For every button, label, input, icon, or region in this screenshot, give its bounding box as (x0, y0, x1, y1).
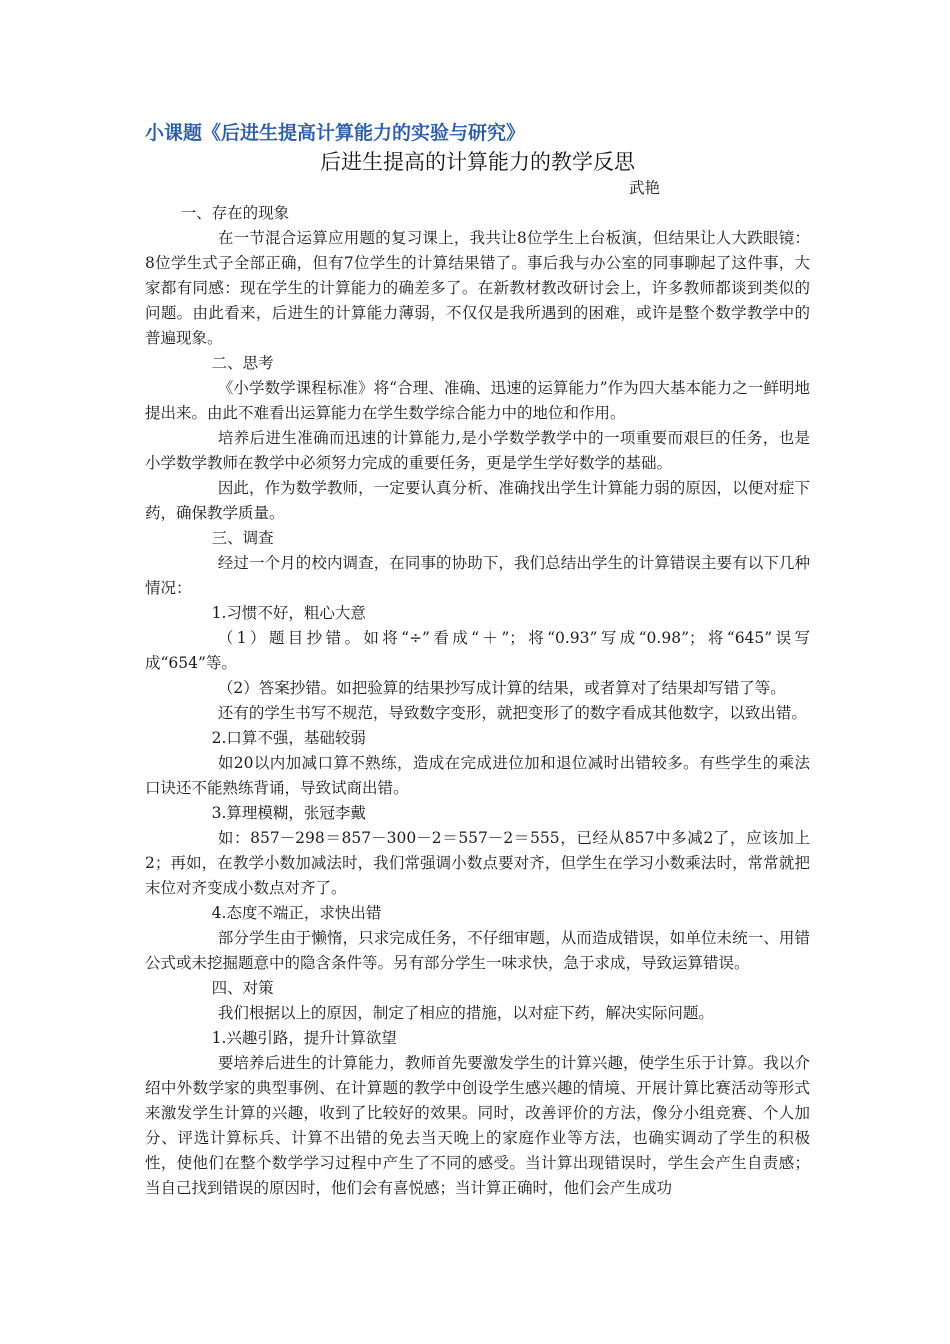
subsection-heading: 3.算理模糊，张冠李戴 (211, 804, 366, 822)
paragraph: 我们根据以上的原因，制定了相应的措施，以对症下药，解决实际问题。 (217, 1004, 714, 1022)
paragraph: （1）题目抄错。如将“÷”看成“＋”；将“0.93”写成“0.98”；将“645”误写成“654”等。 (145, 629, 810, 672)
subsection-heading: 1.兴趣引路，提升计算欲望 (211, 1029, 397, 1047)
paragraph: 部分学生由于懒惰，只求完成任务，不仔细审题，从而造成错误，如单位未统一、用错公式或未挖掘题意中的隐含条件等。另有部分学生一味求快，急于求成，导致运算错误。 (145, 929, 810, 972)
paragraph: 还有的学生书写不规范，导致数字变形，就把变形了的数字看成其他数字，以致出错。 (217, 704, 807, 722)
section-heading: 一、存在的现象 (180, 204, 290, 222)
paragraph: 培养后进生准确而迅速的计算能力,是小学数学教学中的一项重要而艰巨的任务，也是小学数学教师在教学中必须努力完成的重要任务，更是学生学好数学的基础。 (145, 429, 810, 472)
paragraph: 经过一个月的校内调查，在同事的协助下，我们总结出学生的计算错误主要有以下几种情况： (145, 554, 810, 597)
document-title: 后进生提高的计算能力的教学反思 (320, 150, 635, 174)
paragraph: 《小学数学课程标准》将“合理、准确、迅速的运算能力”作为四大基本能力之一鲜明地提出来。由此不难看出运算能力在学生数学综合能力中的地位和作用。 (145, 379, 810, 422)
subsection-heading: 2.口算不强，基础较弱 (211, 729, 366, 747)
subsection-heading: 4.态度不端正，求快出错 (211, 904, 382, 922)
paragraph: 在一节混合运算应用题的复习课上，我共让8位学生上台板演，但结果让人大跌眼镜：8位学生式子全部正确，但有7位学生的计算结果错了。事后我与办公室的同事聊起了这件事，大家都有同感：现在学生的计算能力的确差多了。在新教材教改研讨会上，许多教师都谈到类似的问题。由此看来，后进生的计算能力薄弱，不仅仅是我所遇到的困难，或许是整个数学教学中的普遍现象。 (145, 229, 810, 347)
section-heading: 三、调查 (211, 529, 274, 547)
paragraph: 如：857－298＝857－300－2＝557－2＝555，已经从857中多减2了，应该加上2；再如，在教学小数加减法时，我们常强调小数点要对齐，但学生在学习小数乘法时，常常就把末位对齐变成小数点对齐了。 (145, 829, 810, 897)
document-page (145, 118, 810, 1201)
subsection-heading: 1.习惯不好，粗心大意 (211, 604, 366, 622)
section-heading: 四、对策 (211, 979, 274, 997)
section-heading: 二、思考 (211, 354, 274, 372)
paragraph: （2）答案抄错。如把验算的结果抄写成计算的结果，或者算对了结果却写错了等。 (217, 679, 786, 697)
paragraph: 如20以内加减口算不熟练，造成在完成进位加和退位减时出错较多。有些学生的乘法口诀还不能熟练背诵，导致试商出错。 (145, 754, 810, 797)
document-heading: 小课题《后进生提高计算能力的实验与研究》 (145, 122, 526, 144)
paragraph: 因此，作为数学教师，一定要认真分析、准确找出学生计算能力弱的原因，以便对症下药，确保教学质量。 (145, 479, 810, 522)
paragraph: 要培养后进生的计算能力，教师首先要激发学生的计算兴趣，使学生乐于计算。我以介绍中外数学家的典型事例、在计算题的教学中创设学生感兴趣的情境、开展计算比赛活动等形式来激发学生计算的兴趣，收到了比较好的效果。同时，改善评价的方法，像分小组竞赛、个人加分、评选计算标兵、计算不出错的免去当天晚上的家庭作业等方法，也确实调动了学生的积极性，使他们在整个数学学习过程中产生了不同的感受。当计算出现错误时，学生会产生自责感；当自己找到错误的原因时，他们会有喜悦感；当计算正确时，他们会产生成功 (145, 1054, 810, 1197)
author-name: 武艳 (628, 179, 660, 197)
